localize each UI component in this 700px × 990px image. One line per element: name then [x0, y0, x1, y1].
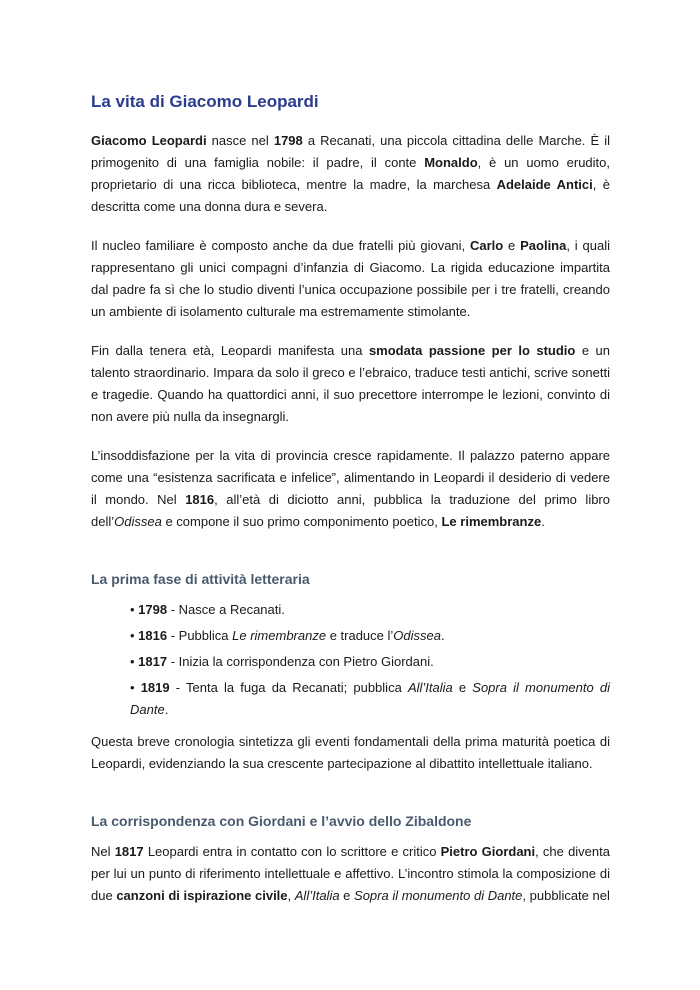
document-body: [91, 91, 610, 907]
bold-text: 1817: [138, 654, 168, 669]
text-run: - Tenta la fuga da Recanati; pubblica: [169, 680, 408, 695]
text-run: e: [339, 888, 355, 903]
bold-text: 1816: [138, 628, 168, 643]
bold-text: 1816: [185, 492, 215, 507]
text-run: .: [541, 514, 545, 529]
page-title: La vita di Giacomo Leopardi: [91, 92, 319, 111]
text-run: ,: [287, 888, 295, 903]
text-run: e: [452, 680, 473, 695]
paragraph-birth: [91, 130, 610, 218]
bold-text: canzoni di ispirazione civile: [116, 888, 288, 903]
text-run: •: [130, 602, 139, 617]
text-run: Leopardi entra in contatto con lo scrittore e critico: [143, 844, 441, 859]
bold-text: Giacomo Leopardi: [91, 133, 207, 148]
text-run: Nel: [91, 844, 115, 859]
text-run: .: [164, 702, 169, 717]
bold-text: 1798: [138, 602, 168, 617]
paragraph-giordani: [91, 841, 610, 907]
text-run: nasce nel: [206, 133, 274, 148]
italic-text: All’Italia: [407, 680, 453, 695]
text-run: e traduce l’: [326, 628, 394, 643]
paragraph-family: [91, 235, 610, 323]
text-run: •: [130, 628, 139, 643]
italic-text: Le rimembranze: [232, 628, 327, 643]
timeline-item-1816: [130, 625, 610, 647]
text-run: , è un uomo erudito, proprietario di una ricca biblioteca, mentre la madre, la marchesa: [91, 155, 610, 192]
text-run: , all’età di diciotto anni, pubblica la traduzione del primo libro dell’: [91, 492, 610, 529]
paragraph-studies: [91, 340, 610, 428]
bold-text: Le rimembranze: [441, 514, 542, 529]
bold-text: Pietro Giordani: [440, 844, 536, 859]
section-heading-first-phase: La prima fase di attività letteraria: [91, 571, 310, 587]
text-run: , i quali rappresentano gli unici compagni d’infanzia di Giacomo. La rigida educazione impartita dal padre fa sì che lo studio diventi l’unica occupazione possibile per i tre fratelli, creando un ambiente di isolamento culturale ma estremamente stimolante.: [91, 238, 610, 319]
text-run: , è descritta come una donna dura e severa.: [91, 177, 610, 214]
text-run: - Nasce a Recanati.: [167, 602, 285, 617]
timeline-item-1819: [130, 677, 610, 721]
text-run: - Pubblica: [167, 628, 233, 643]
text-run: •: [130, 680, 141, 695]
italic-text: Odissea: [114, 514, 162, 529]
bold-text: Adelaide Antici: [496, 177, 593, 192]
bold-text: smodata passione per lo studio: [368, 343, 576, 358]
timeline-item-1817: [130, 651, 610, 673]
paragraph-chronology-summary: [91, 731, 610, 775]
text-run: .: [440, 628, 445, 643]
text-run: , pubblicate nel: [522, 888, 610, 903]
bold-text: Paolina: [520, 238, 567, 253]
text-run: e: [503, 238, 521, 253]
text-run: •: [130, 654, 139, 669]
text-run: - Inizia la corrispondenza con Pietro Giordani.: [167, 654, 434, 669]
text-run: Fin dalla tenera età, Leopardi manifesta una: [91, 343, 369, 358]
text-run: e un talento straordinario. Impara da solo il greco e l’ebraico, traduce testi antichi, scrive sonetti e tragedie. Quando ha quattordici anni, il suo precettore interrompe le lezioni, convinto di non avere più nulla da insegnargli.: [91, 343, 610, 424]
text-run: L’insoddisfazione per la vita di provincia cresce rapidamente. Il palazzo paterno appare come una “esistenza sacrificata e infelice”, alimentando in Leopardi il desiderio di vedere il mondo. Nel: [91, 448, 610, 507]
bold-text: Carlo: [469, 238, 504, 253]
bold-text: 1798: [273, 133, 303, 148]
text-run: , che diventa per lui un punto di riferimento intellettuale e affettivo. L’incontro stimola la composizione di due: [91, 844, 610, 903]
italic-text: Sopra il monumento di Dante: [130, 680, 610, 717]
section-heading-giordani: La corrispondenza con Giordani e l’avvio dello Zibaldone: [91, 813, 472, 829]
text-run: a Recanati, una piccola cittadina delle Marche. È il primogenito di una famiglia nobile: il padre, il conte: [91, 133, 610, 170]
bold-text: Monaldo: [424, 155, 478, 170]
italic-text: Odissea: [393, 628, 441, 643]
paragraph-dissatisfaction: [91, 445, 610, 533]
text-run: Questa breve cronologia sintetizza gli eventi fondamentali della prima maturità poetica di Leopardi, evidenziando la sua crescente partecipazione al dibattito intellettuale italiano.: [91, 734, 610, 771]
timeline-list: [91, 599, 610, 721]
bold-text: 1819: [140, 680, 170, 695]
text-run: e compone il suo primo componimento poetico,: [161, 514, 442, 529]
italic-text: All’Italia: [294, 888, 340, 903]
timeline-item-1798: [130, 599, 610, 621]
italic-text: Sopra il monumento di Dante: [354, 888, 523, 903]
text-run: Il nucleo familiare è composto anche da due fratelli più giovani,: [91, 238, 470, 253]
bold-text: 1817: [114, 844, 144, 859]
